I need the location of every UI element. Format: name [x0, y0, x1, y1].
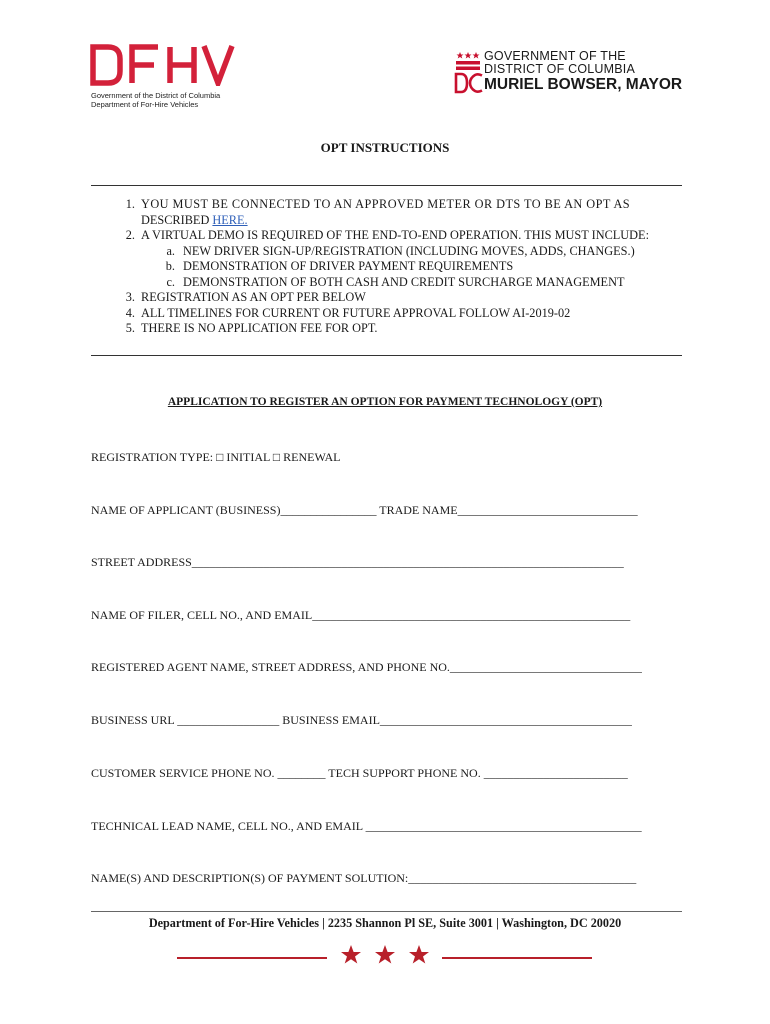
list-item — [91, 197, 683, 228]
divider-middle — [91, 355, 682, 356]
phone-numbers-field[interactable]: CUSTOMER SERVICE PHONE NO. ________ TECH SUPPORT PHONE NO. ________________________ — [91, 766, 628, 780]
dc-government-line1: GOVERNMENT OF THE — [484, 49, 626, 63]
sub-list-letter: c. — [166, 274, 175, 289]
technical-lead-field[interactable]: TECHNICAL LEAD NAME, CELL NO., AND EMAIL ______________________________________________ — [91, 819, 642, 833]
list-item — [91, 306, 683, 322]
footer-stars-icon — [338, 942, 433, 968]
sub-list-letter: a. — [166, 243, 175, 258]
dc-logo-icon — [454, 72, 484, 94]
list-item — [91, 321, 683, 337]
dfhv-subtitle-line1: Government of the District of Columbia — [91, 91, 221, 100]
footer-line-left — [177, 957, 327, 959]
list-number: 3. — [125, 290, 135, 304]
page-title: OPT INSTRUCTIONS — [320, 140, 450, 155]
list-item — [91, 290, 683, 306]
instruction-2b-text: DEMONSTRATION OF DRIVER PAYMENT REQUIREMENTS — [183, 259, 514, 273]
list-number: 2. — [125, 228, 135, 242]
sub-list-letter: b. — [165, 259, 175, 273]
instruction-2-text: A VIRTUAL DEMO IS REQUIRED OF THE END-TO-END OPERATION. THIS MUST INCLUDE: — [141, 228, 649, 242]
instruction-3-text: REGISTRATION AS AN OPT PER BELOW — [141, 290, 366, 304]
registration-type-field[interactable]: REGISTRATION TYPE: □ INITIAL □ RENEWAL — [91, 450, 341, 464]
payment-solution-field[interactable]: NAME(S) AND DESCRIPTION(S) OF PAYMENT SOLUTION:______________________________________ — [91, 871, 637, 885]
divider-top — [91, 185, 682, 186]
application-title: APPLICATION TO REGISTER AN OPTION FOR PAYMENT TECHNOLOGY (OPT) — [167, 396, 603, 408]
footer-line-right — [442, 957, 592, 959]
list-number: 5. — [125, 321, 135, 335]
instruction-2a-text: NEW DRIVER SIGN-UP/REGISTRATION (INCLUDING MOVES, ADDS, CHANGES.) — [183, 243, 635, 258]
instruction-5-text: THERE IS NO APPLICATION FEE FOR OPT. — [141, 321, 378, 335]
list-item — [91, 228, 683, 244]
list-item — [91, 275, 683, 291]
list-number: 1. — [125, 197, 135, 211]
filer-field[interactable]: NAME OF FILER, CELL NO., AND EMAIL_____________________________________________________ — [91, 608, 631, 622]
dc-government-line2: DISTRICT OF COLUMBIA — [484, 62, 636, 76]
list-item — [91, 244, 683, 260]
list-item — [91, 259, 683, 275]
footer-divider — [91, 911, 682, 912]
registered-agent-field[interactable]: REGISTERED AGENT NAME, STREET ADDRESS, AND PHONE NO.________________________________ — [91, 660, 642, 674]
instruction-1-line1: YOU MUST BE CONNECTED TO AN APPROVED METER OR DTS TO BE AN OPT AS — [141, 197, 631, 211]
footer-address: Department of For-Hire Vehicles | 2235 Shannon Pl SE, Suite 3001 | Washington, DC 20020 — [148, 916, 622, 930]
list-number: 4. — [125, 305, 135, 320]
instruction-2c-text: DEMONSTRATION OF BOTH CASH AND CREDIT SURCHARGE MANAGEMENT — [183, 274, 625, 289]
instruction-4-text: ALL TIMELINES FOR CURRENT OR FUTURE APPROVAL FOLLOW AI-2019-02 — [141, 305, 571, 320]
here-link[interactable]: HERE. — [212, 212, 248, 227]
dfhv-subtitle — [91, 91, 220, 109]
business-url-field[interactable]: BUSINESS URL _________________ BUSINESS EMAIL__________________________________________ — [91, 713, 632, 727]
dfhv-logo — [90, 44, 235, 86]
instructions-list — [91, 197, 683, 337]
street-address-field[interactable]: STREET ADDRESS________________________________________________________________________ — [91, 555, 624, 569]
dc-flag-icon — [456, 51, 480, 71]
applicant-name-field[interactable]: NAME OF APPLICANT (BUSINESS)________________ TRADE NAME______________________________ — [91, 503, 638, 517]
dfhv-subtitle-line2: Department of For-Hire Vehicles — [91, 100, 199, 109]
instruction-1-line2: DESCRIBED — [141, 212, 213, 227]
dc-mayor-name: MURIEL BOWSER, MAYOR — [484, 76, 683, 93]
